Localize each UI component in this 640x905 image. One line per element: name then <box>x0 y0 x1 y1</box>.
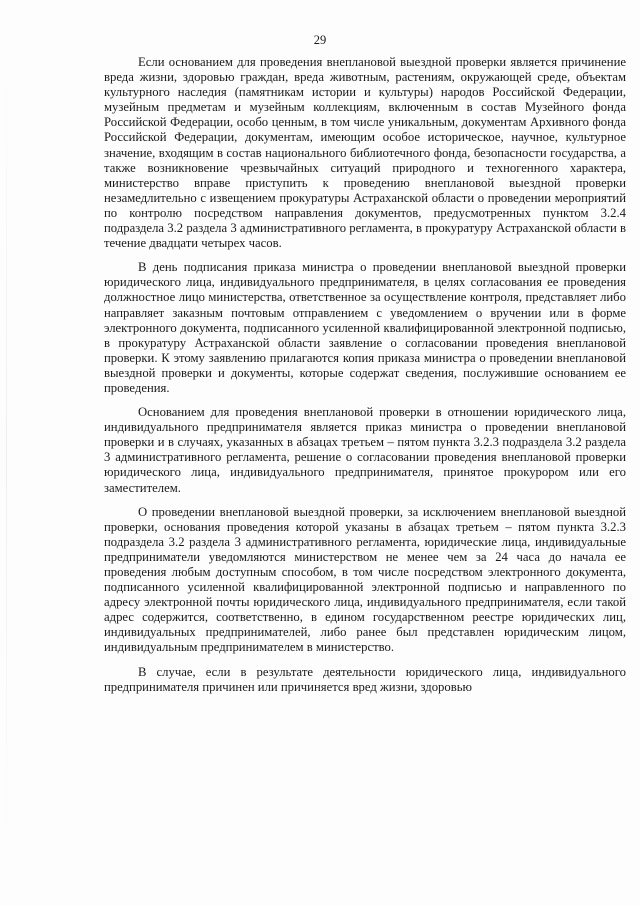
paragraph-inspection-grounds: Основанием для проведения внеплановой проверки в отношении юридического лица, индивидуального предпринимателя является приказ министра о проведении внеплановой проверки и в случаях, указанных в абзацах третьем – пятом пункта 3.2.3 подраздела 3.2 раздела 3 административного регламента, решение о согласовании проведения внеплановой проверки юридического лица, индивидуального предпринимателя, принятое прокурором или его заместителем. <box>104 405 626 495</box>
document-body <box>104 55 626 704</box>
paragraph-unscheduled-inspection-basis: Если основанием для проведения внеплановой выездной проверки является причинение вреда жизни, здоровью граждан, вреда животным, растениям, окружающей среде, объектам культурного наследия (памятникам истории и культуры) народов Российской Федерации, музейным предметам и музейным коллекциям, включенным в состав Музейного фонда Российской Федерации, особо ценным, в том числе уникальным, документам Архивного фонда Российской Федерации, документам, имеющим особое историческое, научное, культурное значение, входящим в состав национального библиотечного фонда, безопасности государства, а также возникновение чрезвычайных ситуаций природного и техногенного характера, министерство вправе приступить к проведению внеплановой выездной проверки незамедлительно с извещением прокуратуры Астраханской области о проведении мероприятий по контролю посредством направления документов, предусмотренных пунктом 3.2.4 подраздела 3.2 раздела 3 административного регламента, в прокуратуру Астраханской области в течение двадцати четырех часов. <box>104 55 626 251</box>
paragraph-notification: О проведении внеплановой выездной проверки, за исключением внеплановой выездной проверки, основания проведения которой указаны в абзацах третьем – пятом пункта 3.2.3 подраздела 3.2 раздела 3 административного регламента, юридические лица, индивидуальные предприниматели уведомляются министерством не менее чем за 24 часа до начала ее проведения любым доступным способом, в том числе посредством электронного документа, подписанного усиленной квалифицированной электронной подписью и направленного по адресу электронной почты юридического лица, индивидуального предпринимателя, если такой адрес содержится, соответственно, в едином государственном реестре юридических лиц, индивидуальных предпринимателей, либо ранее был представлен юридическим лицом, индивидуальным предпринимателем в министерство. <box>104 504 626 655</box>
paragraph-harm-case: В случае, если в результате деятельности юридического лица, индивидуального предпринимателя причинен или причиняется вред жизни, здоровью <box>104 664 626 694</box>
scan-edge <box>6 40 7 870</box>
paragraph-prosecutor-approval: В день подписания приказа министра о проведении внеплановой выездной проверки юридического лица, индивидуального предпринимателя, в целях согласования ее проведения должностное лицо министерства, ответственное за осуществление контроля, представляет либо направляет заказным почтовым отправлением с уведомлением о вручении или в форме электронного документа, подписанного усиленной квалифицированной электронной подписью, в прокуратуру Астраханской области заявление о согласовании проведения внеплановой проверки. К этому заявлению прилагаются копия приказа министра о проведении внеплановой выездной проверки и документы, которые содержат сведения, послужившие основанием ее проведения. <box>104 260 626 395</box>
page-number: 29 <box>313 33 327 47</box>
